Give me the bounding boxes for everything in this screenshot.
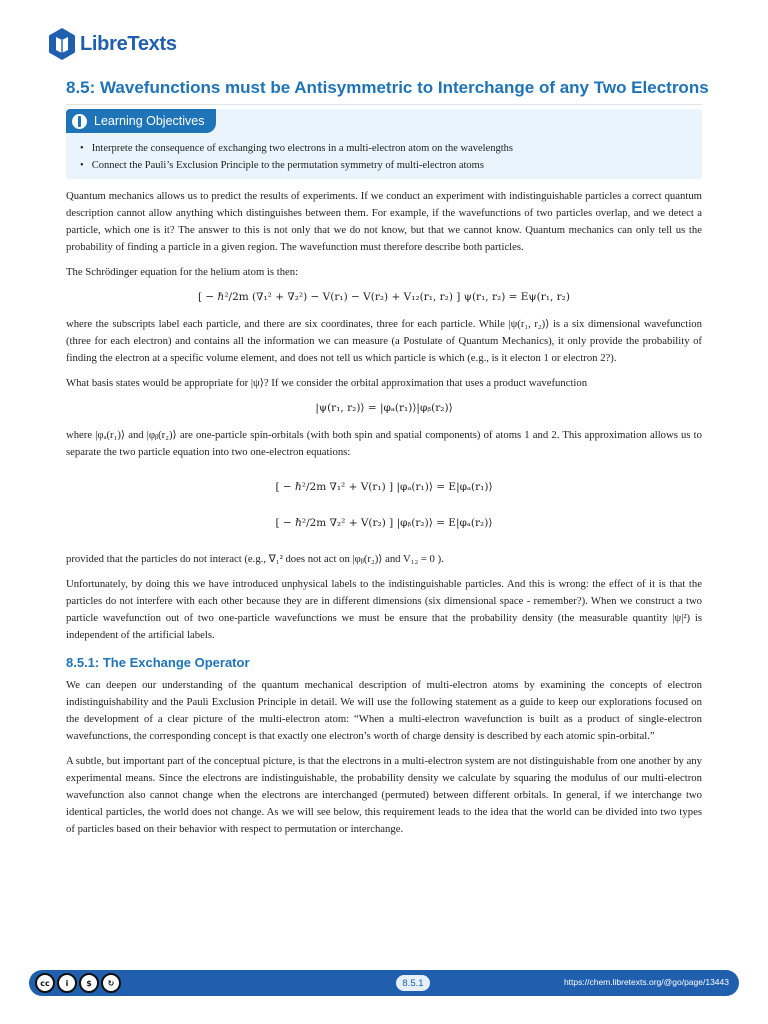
sa-icon: ↻: [101, 973, 121, 993]
cc-icon: cc: [35, 973, 55, 993]
page-footer: [29, 970, 739, 996]
one-electron-equation-1: [ − ℏ²/2m ∇₁² + V(r₁) ] |φₐ(r₁)⟩ = E|φₐ(r₁)⟩: [275, 481, 493, 493]
brand-name: LibreTexts: [80, 32, 177, 55]
paragraph: provided that the particles do not interact (e.g., ∇₁² does not act on |φᵦ(r₂)⟩ and V₁₂ = 0 ).: [66, 553, 444, 565]
page-url-link[interactable]: https://chem.libretexts.org/@go/page/13443: [563, 977, 729, 987]
page-number-badge: 8.5.1: [396, 975, 430, 991]
section-heading: 8.5.1: The Exchange Operator: [66, 655, 250, 670]
product-wavefunction-equation: |ψ(r₁, r₂)⟩ = |φₐ(r₁)⟩|φᵦ(r₂)⟩: [315, 402, 453, 414]
objective-item: • Connect the Pauli’s Exclusion Principle to the permutation symmetry of multi-electron atoms: [80, 157, 513, 174]
by-icon: i: [57, 973, 77, 993]
info-icon: [72, 114, 87, 129]
libretexts-logo[interactable]: [47, 27, 177, 61]
objectives-list: [80, 140, 513, 174]
paragraph: The Schrödinger equation for the helium atom is then:: [66, 266, 299, 278]
paragraph: What basis states would be appropriate for |ψ⟩? If we consider the orbital approximation that uses a product wavefunction: [66, 377, 588, 389]
learning-objectives-box: [66, 109, 702, 179]
page-title: 8.5: Wavefunctions must be Antisymmetric to Interchange of any Two Electrons: [66, 78, 702, 105]
paragraph: A subtle, but important part of the conceptual picture, is that the electrons in a multi-electron system are not distinguishable from one another by any experimental means. Since the electrons are indistinguishable, the probability density we calculate by squaring the modulus of our multi-electron wavefunction also cannot change when the electrons are interchanged (permuted) between different orbitals. In general, if we interchange two identical particles, the world does not change. As we will see below, this requirement leads to the idea that the world can be divided into two types of particles based on their behavior with respect to permutation or interchange.: [66, 755, 702, 835]
paragraph: Unfortunately, by doing this we have introduced unphysical labels to the indistinguishable particles. And this is wrong: the effect of it is that the particles do not interfere with each other because they are in different dimensions (six dimensional space - remember?). When we construct a two particle wavefunction out of two one-particle wavefunctions we must be ensure that the probability density (the measurable quantity |ψ|²) is independent of the artificial labels.: [66, 578, 702, 641]
paragraph: where the subscripts label each particle, and there are six coordinates, three for each particle. While |ψ(r₁, r₂)⟩ is a six dimensional wavefunction (three for each electron) and contains all the information we can measure (a Postulate of Quantum Mechanics), it only provide the probability of finding the electron at a specific volume element, and does not tell us which particle is which (e.g., is it electon 1 or electron 2?).: [66, 318, 702, 364]
objective-item: • Interprete the consequence of exchanging two electrons in a multi-electron atom on the wavelengths: [80, 140, 513, 157]
nc-icon: $: [79, 973, 99, 993]
paragraph: We can deepen our understanding of the quantum mechanical description of multi-electron atoms by examining the concepts of electron indistinguishability and the Pauli Exclusion Principle in detail. We will use the following statement as a guide to keep our explorations focused on the development of a clear picture of the multi-electron atom: “When a multi-electron wavefunction is built as a product of single-electron wavefunctions, the corresponding concept is that exactly one electron’s worth of charge density is described by each atomic spin-orbital.”: [66, 679, 702, 742]
libretexts-logo-icon: [47, 27, 77, 61]
paragraph: Quantum mechanics allows us to predict the results of experiments. If we conduct an experiment with indistinguishable particles a correct quantum description cannot allow anything which distinguishes between them. For example, if the wavefunctions of two particles overlap, and we detect a particle, which one is it? The answer to this is not only that we do not know, but that we cannot know. Quantum mechanics can only tell us the probability of finding a particle in a given region. The wavefunction must therefore describe both particles.: [66, 190, 702, 253]
learning-objectives-header: [66, 109, 216, 133]
paragraph: where |φₐ(r₁)⟩ and |φᵦ(r₂)⟩ are one-particle spin-orbitals (with both spin and spatial components) of atoms 1 and 2. This approximation allows us to separate the two particle equation into two one-electron equations:: [66, 429, 702, 458]
one-electron-equation-2: [ − ℏ²/2m ∇₂² + V(r₂) ] |φᵦ(r₂)⟩ = E|φₐ(r₂)⟩: [275, 517, 493, 529]
article-body: [66, 188, 702, 846]
learning-objectives-title: Learning Objectives: [94, 114, 205, 128]
schrodinger-equation: [ − ℏ²/2m (∇₁² + ∇₂²) − V(r₁) − V(r₂) + V₁₂(r₁, r₂) ] ψ(r₁, r₂) = Eψ(r₁, r₂): [197, 291, 570, 303]
one-electron-equations: [66, 469, 702, 541]
license-badge[interactable]: [35, 973, 121, 993]
